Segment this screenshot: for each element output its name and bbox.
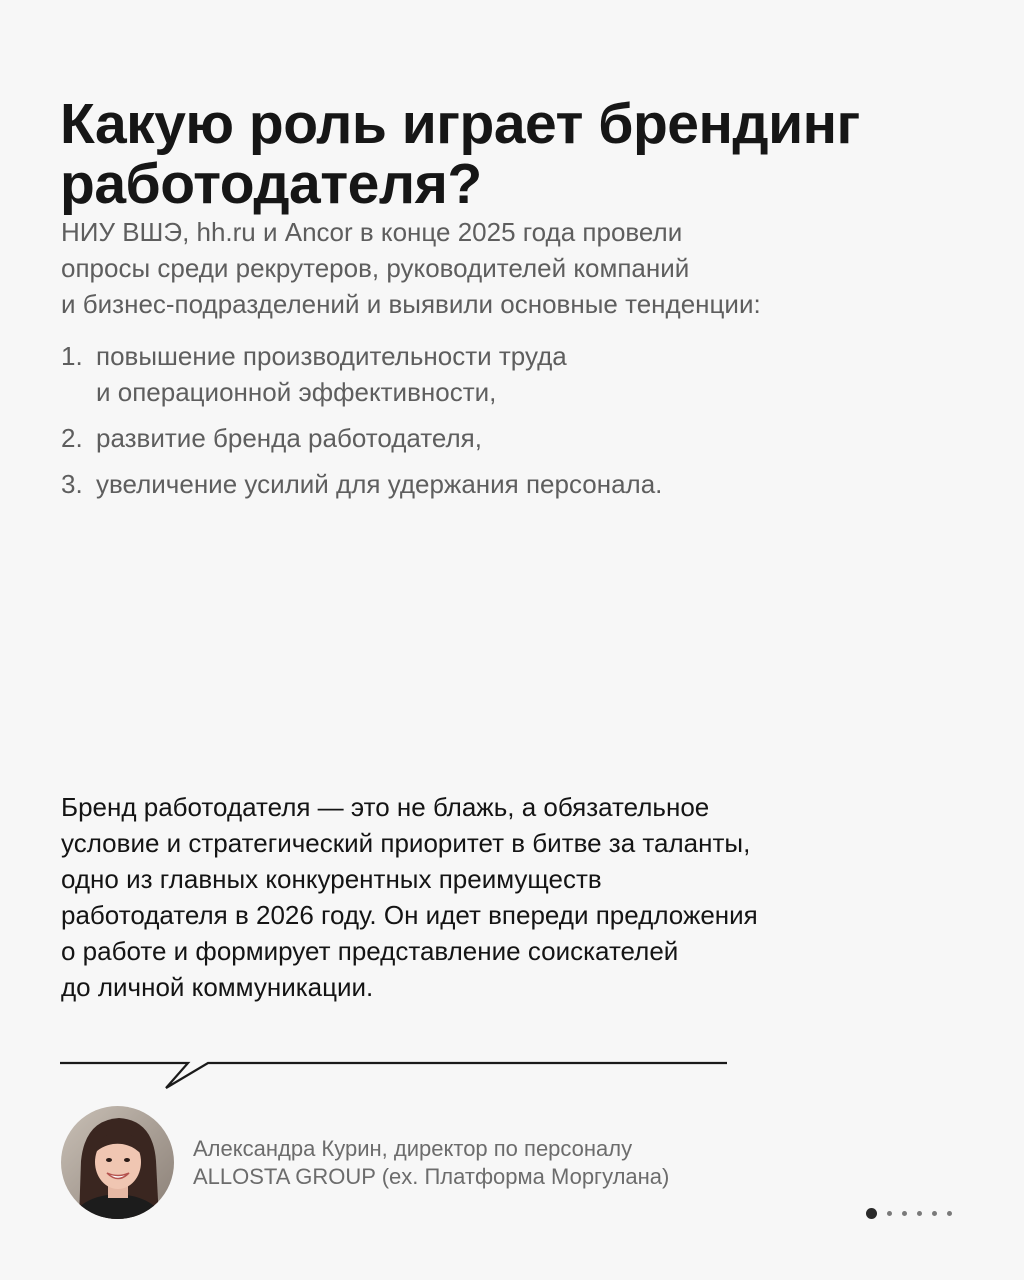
trends-list [61, 338, 941, 512]
intro-line: НИУ ВШЭ, hh.ru и Ancor в конце 2025 года провели [61, 217, 683, 247]
speech-bubble-tail-icon [60, 1056, 730, 1092]
pagination-dot[interactable] [917, 1211, 922, 1216]
page-title [60, 92, 960, 217]
title-line: Какую роль играет брендинг [60, 92, 860, 157]
list-number: 2. [61, 423, 83, 453]
quote-text [61, 789, 961, 1005]
list-item [61, 338, 941, 410]
intro-paragraph [61, 214, 941, 322]
pagination-dot-active[interactable] [866, 1208, 877, 1219]
list-item-text: развитие бренда работодателя, [96, 423, 482, 453]
list-item [61, 420, 941, 456]
list-item [61, 466, 941, 502]
quote-author [193, 1135, 669, 1191]
author-line: Александра Курин, директор по персоналу [193, 1136, 633, 1161]
pagination-dot[interactable] [887, 1211, 892, 1216]
pagination-dot[interactable] [947, 1211, 952, 1216]
list-item-text: увеличение усилий для удержания персонала. [96, 469, 663, 499]
title-line: работодателя? [60, 152, 482, 217]
intro-line: опросы среди рекрутеров, руководителей компаний [61, 253, 690, 283]
quote-line: до личной коммуникации. [61, 972, 374, 1002]
person-photo-icon [61, 1106, 174, 1219]
list-item-text: повышение производительности труда [96, 341, 567, 371]
pagination-dots[interactable] [866, 1208, 962, 1219]
author-line: ALLOSTA GROUP (ex. Платформа Моргулана) [193, 1164, 670, 1189]
quote-line: о работе и формирует представление соискателей [61, 936, 679, 966]
list-number: 3. [61, 469, 83, 499]
intro-line: и бизнес-подразделений и выявили основные тенденции: [61, 289, 761, 319]
pagination-dot[interactable] [902, 1211, 907, 1216]
quote-line: Бренд работодателя — это не блажь, а обязательное [61, 792, 710, 822]
list-item-text: и операционной эффективности, [96, 377, 497, 407]
quote-line: работодателя в 2026 году. Он идет впереди предложения [61, 900, 758, 930]
list-number: 1. [61, 341, 83, 371]
quote-line: одно из главных конкурентных преимуществ [61, 864, 602, 894]
pagination-dot[interactable] [932, 1211, 937, 1216]
avatar [61, 1106, 174, 1219]
quote-line: условие и стратегический приоритет в битве за таланты, [61, 828, 751, 858]
